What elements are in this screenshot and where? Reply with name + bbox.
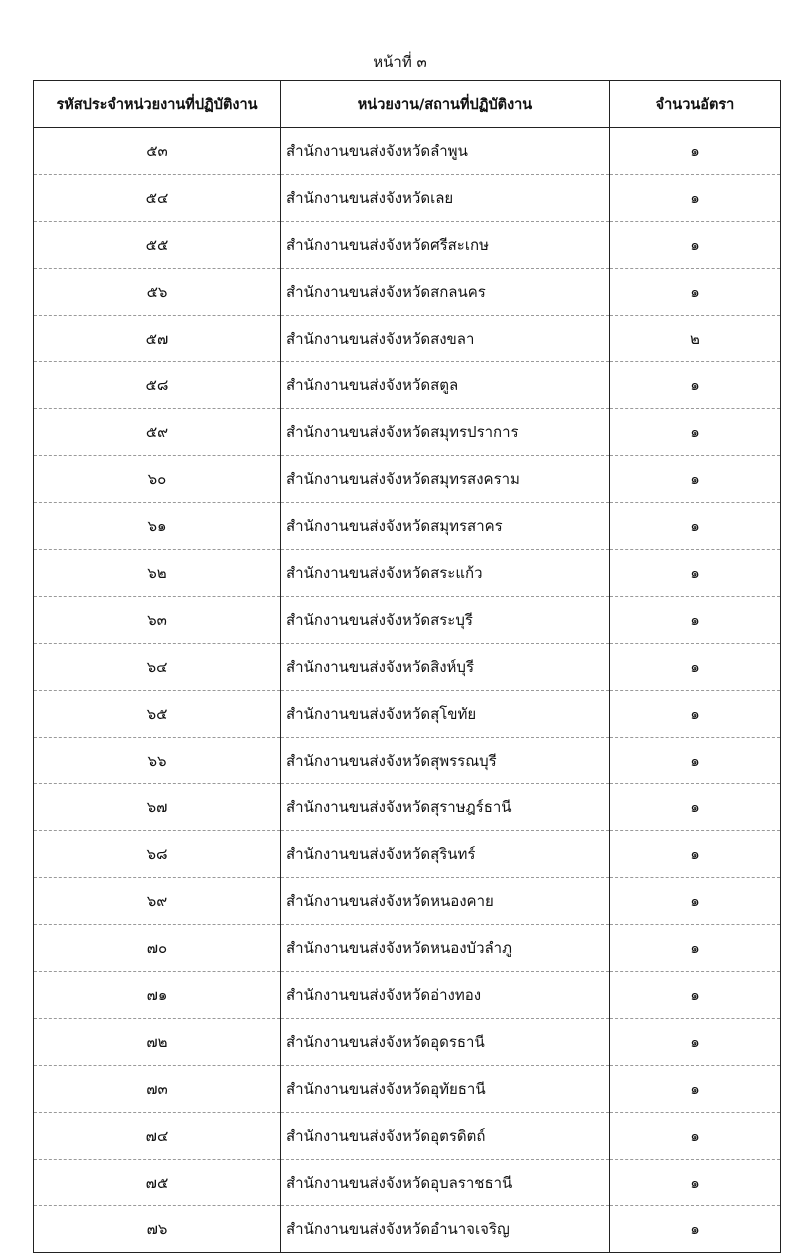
unit-code-cell: ๕๖ bbox=[34, 268, 281, 315]
unit-name-cell: สำนักงานขนส่งจังหวัดอุตรดิตถ์ bbox=[281, 1112, 610, 1159]
unit-code-cell: ๖๘ bbox=[34, 831, 281, 878]
table-row bbox=[34, 878, 781, 925]
position-count-cell: ๑ bbox=[610, 174, 781, 221]
unit-name-cell: สำนักงานขนส่งจังหวัดสิงห์บุรี bbox=[281, 643, 610, 690]
unit-name-cell: สำนักงานขนส่งจังหวัดสุโขทัย bbox=[281, 690, 610, 737]
unit-code-cell: ๗๔ bbox=[34, 1112, 281, 1159]
position-count-cell: ๑ bbox=[610, 925, 781, 972]
position-count-cell: ๑ bbox=[610, 409, 781, 456]
table-body bbox=[34, 128, 781, 1253]
table-row bbox=[34, 596, 781, 643]
unit-name-cell: สำนักงานขนส่งจังหวัดหนองบัวลำภู bbox=[281, 925, 610, 972]
unit-name-cell: สำนักงานขนส่งจังหวัดอ่างทอง bbox=[281, 972, 610, 1019]
unit-code-cell: ๕๙ bbox=[34, 409, 281, 456]
position-count-cell: ๑ bbox=[610, 362, 781, 409]
unit-name-cell: สำนักงานขนส่งจังหวัดลำพูน bbox=[281, 128, 610, 175]
position-count-cell: ๑ bbox=[610, 972, 781, 1019]
position-count-cell: ๑ bbox=[610, 1112, 781, 1159]
position-count-cell: ๑ bbox=[610, 128, 781, 175]
position-count-cell: ๑ bbox=[610, 1159, 781, 1206]
unit-code-cell: ๕๗ bbox=[34, 315, 281, 362]
unit-code-cell: ๖๗ bbox=[34, 784, 281, 831]
position-count-cell: ๑ bbox=[610, 1206, 781, 1253]
table-row bbox=[34, 925, 781, 972]
table-row bbox=[34, 1065, 781, 1112]
table-row bbox=[34, 1018, 781, 1065]
table-row bbox=[34, 550, 781, 597]
position-count-cell: ๑ bbox=[610, 596, 781, 643]
position-count-cell: ๑ bbox=[610, 1065, 781, 1112]
position-count-cell: ๑ bbox=[610, 690, 781, 737]
position-count-cell: ๑ bbox=[610, 737, 781, 784]
position-count-cell: ๑ bbox=[610, 643, 781, 690]
table-row bbox=[34, 737, 781, 784]
unit-name-cell: สำนักงานขนส่งจังหวัดอุทัยธานี bbox=[281, 1065, 610, 1112]
table-row bbox=[34, 1112, 781, 1159]
header-unit-name: หน่วยงาน/สถานที่ปฏิบัติงาน bbox=[281, 81, 610, 128]
unit-code-cell: ๖๖ bbox=[34, 737, 281, 784]
unit-name-cell: สำนักงานขนส่งจังหวัดสุรินทร์ bbox=[281, 831, 610, 878]
position-count-cell: ๑ bbox=[610, 784, 781, 831]
unit-code-cell: ๖๒ bbox=[34, 550, 281, 597]
table-row bbox=[34, 456, 781, 503]
position-count-cell: ๑ bbox=[610, 456, 781, 503]
unit-code-cell: ๕๘ bbox=[34, 362, 281, 409]
unit-code-cell: ๖๔ bbox=[34, 643, 281, 690]
unit-name-cell: สำนักงานขนส่งจังหวัดสุราษฎร์ธานี bbox=[281, 784, 610, 831]
table-row bbox=[34, 690, 781, 737]
unit-code-cell: ๗๖ bbox=[34, 1206, 281, 1253]
unit-name-cell: สำนักงานขนส่งจังหวัดอุดรธานี bbox=[281, 1018, 610, 1065]
unit-code-cell: ๖๙ bbox=[34, 878, 281, 925]
table-row bbox=[34, 1159, 781, 1206]
unit-code-cell: ๖๕ bbox=[34, 690, 281, 737]
table-row bbox=[34, 221, 781, 268]
unit-code-cell: ๕๕ bbox=[34, 221, 281, 268]
table-row bbox=[34, 972, 781, 1019]
position-count-cell: ๒ bbox=[610, 315, 781, 362]
unit-code-cell: ๕๓ bbox=[34, 128, 281, 175]
unit-name-cell: สำนักงานขนส่งจังหวัดสระบุรี bbox=[281, 596, 610, 643]
table-row bbox=[34, 128, 781, 175]
unit-name-cell: สำนักงานขนส่งจังหวัดอำนาจเจริญ bbox=[281, 1206, 610, 1253]
unit-name-cell: สำนักงานขนส่งจังหวัดเลย bbox=[281, 174, 610, 221]
table-row bbox=[34, 362, 781, 409]
position-count-cell: ๑ bbox=[610, 878, 781, 925]
table-row bbox=[34, 1206, 781, 1253]
position-count-cell: ๑ bbox=[610, 221, 781, 268]
unit-name-cell: สำนักงานขนส่งจังหวัดสมุทรสาคร bbox=[281, 503, 610, 550]
table-header-row bbox=[34, 81, 781, 128]
unit-name-cell: สำนักงานขนส่งจังหวัดศรีสะเกษ bbox=[281, 221, 610, 268]
unit-name-cell: สำนักงานขนส่งจังหวัดสกลนคร bbox=[281, 268, 610, 315]
unit-code-cell: ๕๔ bbox=[34, 174, 281, 221]
unit-code-cell: ๖๑ bbox=[34, 503, 281, 550]
unit-code-cell: ๗๓ bbox=[34, 1065, 281, 1112]
unit-code-cell: ๖๐ bbox=[34, 456, 281, 503]
unit-name-cell: สำนักงานขนส่งจังหวัดสตูล bbox=[281, 362, 610, 409]
position-count-cell: ๑ bbox=[610, 831, 781, 878]
table-row bbox=[34, 784, 781, 831]
table-row bbox=[34, 315, 781, 362]
unit-code-cell: ๗๕ bbox=[34, 1159, 281, 1206]
position-count-cell: ๑ bbox=[610, 550, 781, 597]
position-count-cell: ๑ bbox=[610, 503, 781, 550]
unit-name-cell: สำนักงานขนส่งจังหวัดอุบลราชธานี bbox=[281, 1159, 610, 1206]
table-row bbox=[34, 503, 781, 550]
unit-code-cell: ๗๒ bbox=[34, 1018, 281, 1065]
table-row bbox=[34, 643, 781, 690]
page-number-header: หน้าที่ ๓ bbox=[373, 53, 427, 71]
unit-code-cell: ๗๑ bbox=[34, 972, 281, 1019]
table-row bbox=[34, 268, 781, 315]
header-position-count: จำนวนอัตรา bbox=[610, 81, 781, 128]
position-count-cell: ๑ bbox=[610, 268, 781, 315]
unit-name-cell: สำนักงานขนส่งจังหวัดสระแก้ว bbox=[281, 550, 610, 597]
table-row bbox=[34, 174, 781, 221]
unit-name-cell: สำนักงานขนส่งจังหวัดสมุทรปราการ bbox=[281, 409, 610, 456]
unit-name-cell: สำนักงานขนส่งจังหวัดสมุทรสงคราม bbox=[281, 456, 610, 503]
table-row bbox=[34, 831, 781, 878]
position-count-cell: ๑ bbox=[610, 1018, 781, 1065]
unit-code-cell: ๖๓ bbox=[34, 596, 281, 643]
unit-code-cell: ๗๐ bbox=[34, 925, 281, 972]
unit-name-cell: สำนักงานขนส่งจังหวัดสงขลา bbox=[281, 315, 610, 362]
positions-table bbox=[33, 80, 781, 1253]
unit-name-cell: สำนักงานขนส่งจังหวัดสุพรรณบุรี bbox=[281, 737, 610, 784]
header-unit-code: รหัสประจำหน่วยงานที่ปฏิบัติงาน bbox=[34, 81, 281, 128]
table-row bbox=[34, 409, 781, 456]
unit-name-cell: สำนักงานขนส่งจังหวัดหนองคาย bbox=[281, 878, 610, 925]
